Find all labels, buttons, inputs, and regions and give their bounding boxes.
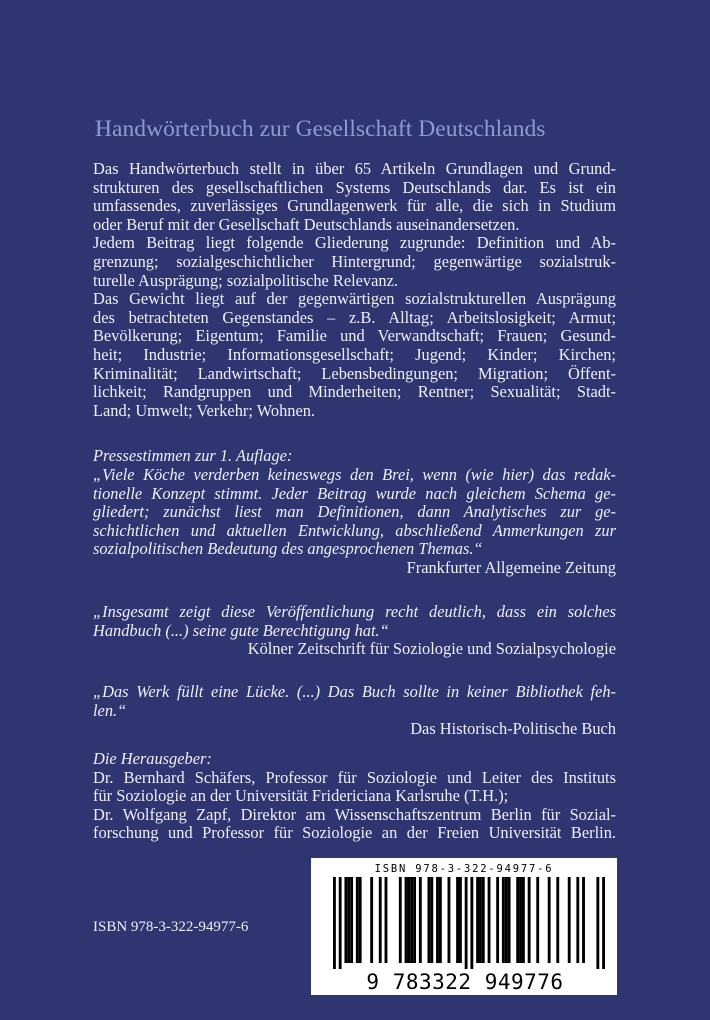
editors-label: Die Herausgeber: bbox=[93, 749, 212, 768]
description-line: Kriminalität; Landwirtschaft; Lebensbedingungen; Migration; Öffent- bbox=[93, 363, 616, 383]
press-quote bbox=[93, 466, 616, 578]
barcode-bar bbox=[436, 877, 439, 963]
description-line: heit; Industrie; Informationsgesellschaft; Jugend; Kinder; Kirchen; bbox=[93, 344, 616, 364]
barcode-bar bbox=[556, 877, 559, 963]
barcode-bar bbox=[347, 877, 350, 963]
quote-line: sozialpolitischen Bedeutung des angesprochenen Themas.“ bbox=[93, 539, 483, 559]
barcode-bar bbox=[488, 877, 491, 963]
description-line: umfassendes, zuverlässiges Grundlagenwerk für alle, die sich in Studium bbox=[93, 196, 616, 216]
description-line: grenzung; sozialgeschichtlicher Hintergrund; gegenwärtige sozialstruk- bbox=[93, 251, 616, 271]
description-line: strukturen des gesellschaftlichen Systems Deutschlands dar. Es ist ein bbox=[93, 177, 616, 197]
barcode-bar bbox=[430, 877, 433, 963]
barcode-bar bbox=[405, 877, 408, 963]
barcode-bar bbox=[519, 877, 522, 963]
barcode-bar bbox=[333, 877, 336, 969]
quote-line: „Das Werk füllt eine Lücke. (...) Das Buch sollte in keiner Bibliothek feh- bbox=[93, 682, 616, 701]
barcode-bar bbox=[508, 877, 511, 963]
barcode-bar bbox=[482, 877, 485, 963]
editor-line: Dr. Wolfgang Zapf, Direktor am Wissenschaftszentrum Berlin für Sozial- bbox=[93, 804, 616, 824]
description-line: turelle Ausprägung; sozialpolitische Relevanz. bbox=[93, 270, 398, 290]
editor-line: Dr. Bernhard Schäfers, Professor für Soziologie und Leiter des Instituts bbox=[93, 767, 616, 787]
barcode-bar bbox=[448, 877, 451, 963]
barcode-bar bbox=[476, 877, 479, 963]
barcode-bar bbox=[505, 877, 508, 963]
barcode-bar bbox=[356, 877, 359, 963]
description-block bbox=[93, 160, 616, 420]
barcode-bar bbox=[350, 877, 353, 963]
barcode-bar bbox=[410, 877, 413, 963]
barcode-bar bbox=[479, 877, 482, 963]
editor-line: für Soziologie an der Universität Fridericiana Karlsruhe (T.H.); bbox=[93, 786, 509, 806]
barcode-bar bbox=[459, 877, 462, 963]
description-line: des betrachteten Gegenstandes – z.B. Alltag; Arbeitslosigkeit; Armut; bbox=[93, 307, 616, 327]
quote-line: schichtlichen und aktuellen Entwicklung, abschließend Anmerkungen zur bbox=[93, 520, 616, 540]
isbn-text: ISBN 978-3-322-94977-6 bbox=[93, 919, 249, 935]
editor-line: forschung und Professor für Soziologie an der Freien Universität Berlin. bbox=[93, 823, 616, 843]
barcode-bar bbox=[370, 877, 373, 963]
barcode-bar bbox=[576, 877, 579, 963]
barcode-isbn-label: ISBN 978-3-322-94977-6 bbox=[374, 863, 554, 875]
barcode-bar bbox=[568, 877, 571, 963]
barcode-bar bbox=[522, 877, 525, 963]
quote-source: Frankfurter Allgemeine Zeitung bbox=[406, 557, 616, 577]
barcode-bar bbox=[407, 877, 410, 963]
barcode-bar bbox=[502, 877, 505, 963]
description-line: Das Handwörterbuch stellt in über 65 Artikeln Grundlagen und Grund- bbox=[93, 159, 616, 178]
barcode-bar bbox=[439, 877, 442, 963]
quote-source: Kölner Zeitschrift für Soziologie und Sozialpsychologie bbox=[247, 639, 616, 659]
barcode-bar bbox=[419, 877, 422, 963]
description-line: lichkeit; Randgruppen und Minderheiten; Rentner; Sexualität; Stadt- bbox=[93, 382, 616, 402]
editors-block bbox=[93, 750, 616, 843]
barcode-bar bbox=[359, 877, 362, 963]
barcode-bar bbox=[465, 877, 468, 969]
press-header: Pressestimmen zur 1. Auflage: bbox=[93, 446, 293, 465]
quote-line: „Viele Köche verderben keineswegs den Brei, wenn (wie hier) das redak- bbox=[93, 465, 616, 484]
barcode-bar bbox=[456, 877, 459, 963]
barcode-bar bbox=[427, 877, 430, 963]
quote-line: Handbuch (...) seine gute Berechtigung hat.“ bbox=[93, 620, 389, 640]
barcode bbox=[311, 858, 617, 995]
quote-line: len.“ bbox=[93, 700, 127, 720]
barcode-bars bbox=[333, 877, 605, 969]
barcode-bar bbox=[385, 877, 388, 963]
quote-line: gliedert; zunächst liest man Definitionen, dann Analytisches zur ge- bbox=[93, 502, 616, 522]
barcode-bar bbox=[528, 877, 531, 963]
description-line: Land; Umwelt; Verkehr; Wohnen. bbox=[93, 400, 316, 420]
barcode-digits: 9 783322 949776 bbox=[366, 970, 564, 994]
quote-line: „Insgesamt zeigt diese Veröffentlichung recht deutlich, dass ein solches bbox=[93, 602, 616, 621]
description-line: Bevölkerung; Eigentum; Familie und Verwandtschaft; Frauen; Gesund- bbox=[93, 326, 616, 346]
press-quote bbox=[93, 683, 616, 739]
barcode-bar bbox=[596, 877, 599, 969]
barcode-bar bbox=[582, 877, 585, 963]
barcode-bar bbox=[470, 877, 473, 969]
press-quote bbox=[93, 603, 616, 659]
barcode-bar bbox=[602, 877, 605, 969]
book-title: Handwörterbuch zur Gesellschaft Deutschlands bbox=[95, 116, 546, 142]
quote-line: tionelle Konzept stimmt. Jeder Beitrag wurde nach gleichem Schema ge- bbox=[93, 483, 616, 503]
barcode-bar bbox=[413, 877, 416, 963]
barcode-bar bbox=[339, 877, 342, 969]
barcode-bar bbox=[548, 877, 551, 963]
description-line: oder Beruf mit der Gesellschaft Deutschlands auseinandersetzen. bbox=[93, 214, 520, 234]
barcode-bar bbox=[379, 877, 382, 963]
barcode-bar bbox=[399, 877, 402, 963]
barcode-bar bbox=[536, 877, 539, 963]
quote-source: Das Historisch-Politische Buch bbox=[410, 719, 616, 739]
barcode-bar bbox=[344, 877, 347, 963]
barcode-bar bbox=[496, 877, 499, 963]
barcode-bar bbox=[516, 877, 519, 963]
description-line: Jedem Beitrag liegt folgende Gliederung zugrunde: Definition und Ab- bbox=[93, 233, 616, 253]
description-line: Das Gewicht liegt auf der gegenwärtigen sozialstrukturellen Ausprägung bbox=[93, 289, 616, 309]
